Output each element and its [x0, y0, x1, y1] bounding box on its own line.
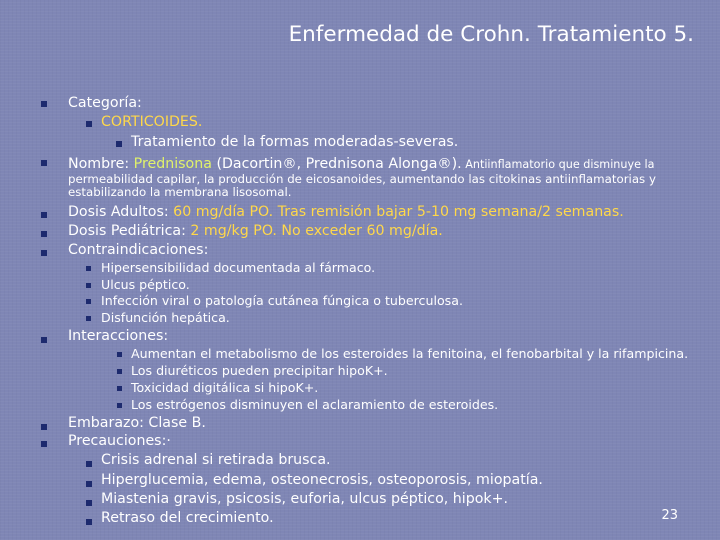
bullet-icon: [41, 337, 47, 343]
contra-item: Hipersensibilidad documentada al fármaco.: [101, 260, 376, 275]
categoria-label: Categoría:: [68, 95, 142, 111]
bullet-icon: [116, 141, 122, 147]
bullet-icon: [41, 212, 47, 218]
contra-item: Ulcus péptico.: [101, 277, 190, 292]
nombre-desc2: permeabilidad capilar, la producción de eicosanoides, aumentando las citokinas antiinflamatorias y: [68, 172, 656, 186]
inter-item: Los diuréticos pueden precipitar hipoK+.: [131, 363, 388, 378]
dosis-adultos-label: Dosis Adultos:: [68, 204, 174, 220]
nombre-desc3: estabilizando la membrana lisosomal.: [68, 185, 292, 199]
precauciones-label: Precauciones:·: [68, 433, 171, 449]
nombre-prefix: Nombre:: [68, 156, 134, 172]
nombre-line: [68, 153, 655, 172]
bullet-icon: [86, 500, 92, 506]
bullet-icon: [86, 481, 92, 487]
slide-title: Enfermedad de Crohn. Tratamiento 5.: [288, 22, 694, 47]
prec-item: Hiperglucemia, edema, osteonecrosis, osteoporosis, miopatía.: [101, 472, 543, 488]
bullet-icon: [117, 403, 122, 408]
bullet-icon: [41, 160, 47, 166]
page-number: 23: [661, 508, 678, 523]
nombre-desc1: Antiinflamatorio que disminuye la: [461, 158, 655, 171]
bullet-icon: [86, 519, 92, 525]
prec-item: Miastenia gravis, psicosis, euforia, ulcus péptico, hipok+.: [101, 491, 509, 507]
bullet-icon: [86, 283, 91, 288]
inter-item: Aumentan el metabolismo de los esteroides la fenitoina, el fenobarbital y la rifampicina.: [131, 346, 689, 361]
contra-item: Infección viral o patología cutánea fúngica o tuberculosa.: [101, 293, 463, 308]
dosis-ped-label: Dosis Pediátrica:: [68, 223, 191, 239]
dosis-ped-line: [68, 223, 443, 239]
prec-item: Retraso del crecimiento.: [101, 510, 274, 526]
inter-item: Los estrógenos disminuyen el aclaramiento de esteroides.: [131, 397, 499, 412]
bullet-icon: [86, 121, 92, 127]
bullet-icon: [41, 424, 47, 430]
bullet-icon: [117, 369, 122, 374]
inter-label: Interacciones:: [68, 328, 169, 344]
nombre-brands: (Dacortin®, Prednisona Alonga®).: [211, 156, 462, 172]
nombre-drug: Prednisona: [133, 156, 212, 172]
bullet-icon: [41, 101, 47, 107]
embarazo-text: Embarazo: Clase B.: [68, 415, 206, 431]
bullet-icon: [86, 266, 91, 271]
dosis-ped-value: 2 mg/kg PO. No exceder 60 mg/día.: [190, 223, 443, 239]
dosis-adultos-line: [68, 204, 624, 220]
bullet-icon: [86, 299, 91, 304]
tratamiento-text: Tratamiento de la formas moderadas-severas.: [131, 134, 459, 150]
bullet-icon: [117, 386, 122, 391]
contra-label: Contraindicaciones:: [68, 242, 209, 258]
bullet-icon: [117, 352, 122, 357]
dosis-adultos-value: 60 mg/día PO. Tras remisión bajar 5-10 mg semana/2 semanas.: [173, 204, 624, 220]
prec-item: Crisis adrenal si retirada brusca.: [101, 452, 331, 468]
bullet-icon: [86, 461, 92, 467]
corticoides-text: CORTICOIDES.: [101, 114, 203, 130]
bullet-icon: [41, 231, 47, 237]
bullet-icon: [41, 441, 47, 447]
contra-item: Disfunción hepática.: [101, 310, 230, 325]
inter-item: Toxicidad digitálica si hipoK+.: [131, 380, 319, 395]
bullet-icon: [41, 250, 47, 256]
bullet-icon: [86, 316, 91, 321]
